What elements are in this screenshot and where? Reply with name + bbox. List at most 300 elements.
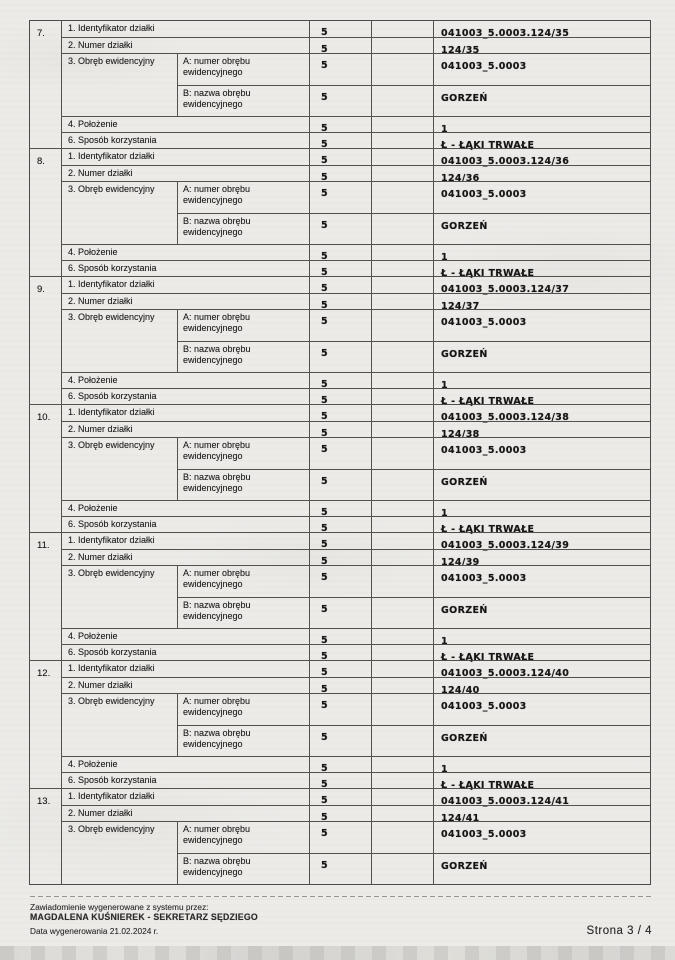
sub-row-label-text: A: numer obrębu ewidencyjnego [183, 184, 251, 205]
flag-cell [309, 342, 371, 372]
row-precinct [62, 309, 650, 372]
value-cell [433, 117, 650, 135]
location-value: 1 [441, 124, 448, 135]
precinct-name-value: GORZEŃ [441, 733, 488, 744]
flag-cell [309, 661, 371, 677]
flag-cell [309, 133, 371, 148]
flag-cell [309, 645, 371, 660]
empty-cell [371, 182, 433, 213]
value-cell [433, 389, 650, 407]
value-cell [433, 566, 650, 597]
flag-cell [309, 757, 371, 772]
section-rows [62, 21, 650, 151]
flag-value: 5 [321, 92, 328, 103]
section-number: 13. [37, 796, 51, 807]
flag-value: 5 [321, 700, 328, 711]
row-label [62, 661, 309, 677]
parcel-number-value: 124/41 [441, 813, 480, 824]
flag-cell [309, 405, 371, 421]
row-precinct [62, 181, 650, 244]
flag-cell [309, 422, 371, 437]
empty-cell [371, 245, 433, 260]
sub-row-label-text: B: nazwa obrębu ewidencyjnego [183, 344, 251, 365]
row-label-text: 3. Obręb ewidencyjny [68, 568, 155, 578]
row-precinct-name [177, 853, 650, 884]
row-label [62, 405, 309, 421]
flag-value: 5 [321, 44, 328, 55]
flag-cell [309, 277, 371, 293]
section-rows [62, 789, 650, 884]
row-label [62, 501, 309, 516]
flag-cell [309, 598, 371, 628]
empty-cell [371, 277, 433, 293]
row-label-text: 1. Identyfikator działki [68, 791, 155, 801]
value-cell [433, 166, 650, 184]
flag-value: 5 [321, 684, 328, 695]
location-value: 1 [441, 252, 448, 263]
precinct-number-value: 041003_5.0003 [441, 701, 527, 712]
flag-cell [309, 501, 371, 516]
parcel-section [30, 532, 650, 663]
flag-value: 5 [321, 539, 328, 550]
parcel-identifier-value: 041003_5.0003.124/39 [441, 540, 570, 551]
parcel-identifier-value: 041003_5.0003.124/35 [441, 28, 570, 39]
row-parcel-identifier [62, 789, 650, 805]
sub-row-label [177, 694, 309, 725]
flag-cell [309, 806, 371, 821]
flag-cell [309, 310, 371, 341]
row-precinct-number [177, 694, 650, 725]
row-label-text: 1. Identyfikator działki [68, 407, 155, 417]
row-precinct-name [177, 85, 650, 116]
sub-row-label [177, 342, 309, 372]
row-parcel-number [62, 293, 650, 312]
flag-value: 5 [321, 251, 328, 262]
empty-cell [371, 598, 433, 628]
row-label-text: 1. Identyfikator działki [68, 279, 155, 289]
row-parcel-identifier [62, 149, 650, 165]
flag-cell [309, 54, 371, 85]
row-precinct-number [177, 438, 650, 469]
sub-row-label [177, 182, 309, 213]
row-precinct-name [177, 341, 650, 372]
flag-value: 5 [321, 812, 328, 823]
sub-row-label-text: B: nazwa obrębu ewidencyjnego [183, 728, 251, 749]
row-label-text: 2. Numer działki [68, 424, 133, 434]
flag-value: 5 [321, 300, 328, 311]
row-label-text: 4. Położenie [68, 247, 118, 257]
row-label [62, 533, 309, 549]
parcel-identifier-value: 041003_5.0003.124/40 [441, 668, 570, 679]
row-label-text: 4. Położenie [68, 119, 118, 129]
flag-value: 5 [321, 428, 328, 439]
row-precinct [62, 821, 650, 884]
empty-cell [371, 501, 433, 516]
precinct-number-value: 041003_5.0003 [441, 61, 527, 72]
row-label-text: 2. Numer działki [68, 168, 133, 178]
precinct-number-value: 041003_5.0003 [441, 445, 527, 456]
flag-value: 5 [321, 651, 328, 662]
row-precinct-number [177, 566, 650, 597]
sub-row-label-text: B: nazwa obrębu ewidencyjnego [183, 600, 251, 621]
value-cell [433, 422, 650, 440]
value-cell [433, 214, 650, 244]
row-precinct [62, 693, 650, 756]
footer-divider [30, 896, 652, 897]
row-label [62, 166, 309, 181]
row-label [62, 550, 309, 565]
flag-cell [309, 86, 371, 116]
empty-cell [371, 133, 433, 148]
parcel-section [30, 21, 650, 151]
flag-value: 5 [321, 572, 328, 583]
row-label-text: 3. Obręb ewidencyjny [68, 56, 155, 66]
row-label-text: 3. Obręb ewidencyjny [68, 184, 155, 194]
value-cell [433, 470, 650, 500]
value-cell [433, 806, 650, 824]
flag-value: 5 [321, 556, 328, 567]
parcel-number-value: 124/35 [441, 45, 480, 56]
empty-cell [371, 533, 433, 549]
row-label-text: 2. Numer działki [68, 296, 133, 306]
row-label [62, 566, 177, 628]
empty-cell [371, 854, 433, 884]
precinct-subrows [177, 438, 650, 500]
row-label-text: 1. Identyfikator działki [68, 23, 155, 33]
parcel-identifier-value: 041003_5.0003.124/36 [441, 156, 570, 167]
empty-cell [371, 806, 433, 821]
flag-value: 5 [321, 139, 328, 150]
flag-value: 5 [321, 732, 328, 743]
precinct-subrows [177, 694, 650, 756]
value-cell [433, 822, 650, 853]
flag-value: 5 [321, 316, 328, 327]
value-cell [433, 598, 650, 628]
flag-cell [309, 773, 371, 788]
value-cell [433, 438, 650, 469]
sub-row-label-text: B: nazwa obrębu ewidencyjnego [183, 472, 251, 493]
usage-value: Ł - ŁĄKI TRWAŁE [441, 140, 535, 151]
footer-bottom-row [30, 925, 652, 937]
precinct-number-value: 041003_5.0003 [441, 573, 527, 584]
row-parcel-identifier [62, 533, 650, 549]
sub-row-label [177, 822, 309, 853]
flag-cell [309, 149, 371, 165]
row-label-text: 2. Numer działki [68, 808, 133, 818]
flag-cell [309, 389, 371, 404]
row-usage [62, 260, 650, 279]
empty-cell [371, 789, 433, 805]
parcel-number-value: 124/36 [441, 173, 480, 184]
value-cell [433, 373, 650, 391]
flag-value: 5 [321, 155, 328, 166]
row-parcel-identifier [62, 21, 650, 37]
row-location [62, 500, 650, 519]
row-label [62, 629, 309, 644]
row-label [62, 38, 309, 53]
row-location [62, 756, 650, 775]
row-parcel-identifier [62, 405, 650, 421]
parcel-number-value: 124/37 [441, 301, 480, 312]
row-label-text: 1. Identyfikator działki [68, 535, 155, 545]
flag-value: 5 [321, 283, 328, 294]
value-cell [433, 678, 650, 696]
row-label [62, 422, 309, 437]
sub-row-label-text: A: numer obrębu ewidencyjnego [183, 696, 251, 717]
row-parcel-identifier [62, 661, 650, 677]
precinct-subrows [177, 182, 650, 244]
sub-row-label-text: B: nazwa obrębu ewidencyjnego [183, 88, 251, 109]
empty-cell [371, 517, 433, 532]
value-cell [433, 149, 650, 165]
precinct-subrows [177, 566, 650, 628]
parcel-section [30, 148, 650, 279]
row-label-text: 4. Położenie [68, 759, 118, 769]
row-precinct-name [177, 469, 650, 500]
flag-value: 5 [321, 795, 328, 806]
row-parcel-number [62, 549, 650, 568]
flag-cell [309, 694, 371, 725]
flag-cell [309, 789, 371, 805]
sub-row-label-text: A: numer obrębu ewidencyjnego [183, 56, 251, 77]
row-label [62, 773, 309, 788]
empty-cell [371, 261, 433, 276]
sub-row-label-text: B: nazwa obrębu ewidencyjnego [183, 856, 251, 877]
row-label [62, 438, 177, 500]
section-rows [62, 661, 650, 791]
row-label [62, 117, 309, 132]
flag-value: 5 [321, 667, 328, 678]
empty-cell [371, 566, 433, 597]
flag-cell [309, 629, 371, 644]
flag-value: 5 [321, 220, 328, 231]
empty-cell [371, 54, 433, 85]
sub-row-label [177, 54, 309, 85]
empty-cell [371, 645, 433, 660]
value-cell [433, 517, 650, 535]
empty-cell [371, 629, 433, 644]
sub-row-label [177, 310, 309, 341]
row-label-text: 3. Obręb ewidencyjny [68, 696, 155, 706]
empty-cell [371, 726, 433, 756]
row-label-text: 4. Położenie [68, 375, 118, 385]
flag-value: 5 [321, 604, 328, 615]
flag-value: 5 [321, 60, 328, 71]
parcel-section [30, 404, 650, 535]
flag-value: 5 [321, 188, 328, 199]
row-label [62, 645, 309, 660]
flag-cell [309, 373, 371, 388]
flag-value: 5 [321, 523, 328, 534]
value-cell [433, 405, 650, 421]
precinct-subrows [177, 54, 650, 116]
row-label [62, 789, 309, 805]
row-label-text: 6. Sposób korzystania [68, 775, 157, 785]
sub-row-label [177, 566, 309, 597]
flag-value: 5 [321, 27, 328, 38]
precinct-subrows [177, 822, 650, 884]
sub-row-label [177, 726, 309, 756]
parcel-section [30, 788, 650, 884]
precinct-subrows [177, 310, 650, 372]
section-number-cell [30, 277, 62, 404]
sub-row-label [177, 214, 309, 244]
flag-cell [309, 294, 371, 309]
footer-generated-by-name: MAGDALENA KUŚNIEREK - SEKRETARZ SĘDZIEGO [30, 912, 258, 922]
section-number: 11. [37, 540, 50, 551]
empty-cell [371, 438, 433, 469]
row-label-text: 4. Położenie [68, 503, 118, 513]
row-precinct-name [177, 213, 650, 244]
section-number: 12. [37, 668, 51, 679]
sub-row-label [177, 470, 309, 500]
flag-cell [309, 245, 371, 260]
value-cell [433, 854, 650, 884]
precinct-name-value: GORZEŃ [441, 477, 488, 488]
empty-cell [371, 21, 433, 37]
value-cell [433, 133, 650, 151]
precinct-name-value: GORZEŃ [441, 605, 488, 616]
row-parcel-number [62, 37, 650, 56]
value-cell [433, 21, 650, 37]
section-number-cell [30, 21, 62, 148]
precinct-name-value: GORZEŃ [441, 93, 488, 104]
value-cell [433, 757, 650, 775]
value-cell [433, 182, 650, 213]
row-usage [62, 388, 650, 407]
parcel-table [29, 20, 651, 885]
flag-value: 5 [321, 779, 328, 790]
row-label [62, 277, 309, 293]
empty-cell [371, 773, 433, 788]
section-number: 8. [37, 156, 45, 167]
row-precinct-number [177, 310, 650, 341]
sub-row-label-text: A: numer obrębu ewidencyjnego [183, 824, 251, 845]
row-usage [62, 772, 650, 791]
flag-cell [309, 822, 371, 853]
empty-cell [371, 342, 433, 372]
empty-cell [371, 214, 433, 244]
flag-cell [309, 182, 371, 213]
section-number-cell [30, 149, 62, 276]
row-label [62, 822, 177, 884]
row-label [62, 261, 309, 276]
location-value: 1 [441, 764, 448, 775]
flag-value: 5 [321, 395, 328, 406]
flag-cell [309, 550, 371, 565]
empty-cell [371, 422, 433, 437]
row-label [62, 310, 177, 372]
precinct-number-value: 041003_5.0003 [441, 189, 527, 200]
precinct-number-value: 041003_5.0003 [441, 317, 527, 328]
value-cell [433, 342, 650, 372]
parcel-number-value: 124/40 [441, 685, 480, 696]
value-cell [433, 661, 650, 677]
row-label-text: 3. Obręb ewidencyjny [68, 312, 155, 322]
flag-cell [309, 470, 371, 500]
empty-cell [371, 678, 433, 693]
page-footer [30, 896, 652, 937]
usage-value: Ł - ŁĄKI TRWAŁE [441, 524, 535, 535]
row-precinct [62, 565, 650, 628]
row-label-text: 4. Położenie [68, 631, 118, 641]
row-location [62, 628, 650, 647]
sub-row-label-text: B: nazwa obrębu ewidencyjnego [183, 216, 251, 237]
flag-cell [309, 566, 371, 597]
empty-cell [371, 117, 433, 132]
parcel-section [30, 660, 650, 791]
row-precinct-number [177, 182, 650, 213]
sub-row-label-text: A: numer obrębu ewidencyjnego [183, 440, 251, 461]
flag-value: 5 [321, 828, 328, 839]
row-label-text: 2. Numer działki [68, 552, 133, 562]
section-rows [62, 149, 650, 279]
page-number-label: Strona 3 / 4 [586, 925, 652, 937]
section-number: 10. [37, 412, 51, 423]
flag-value: 5 [321, 267, 328, 278]
flag-cell [309, 438, 371, 469]
usage-value: Ł - ŁĄKI TRWAŁE [441, 780, 535, 791]
row-label [62, 678, 309, 693]
empty-cell [371, 310, 433, 341]
empty-cell [371, 470, 433, 500]
row-location [62, 244, 650, 263]
empty-cell [371, 166, 433, 181]
flag-cell [309, 21, 371, 37]
flag-cell [309, 117, 371, 132]
flag-cell [309, 38, 371, 53]
location-value: 1 [441, 380, 448, 391]
row-label-text: 6. Sposób korzystania [68, 391, 157, 401]
empty-cell [371, 405, 433, 421]
flag-value: 5 [321, 172, 328, 183]
parcel-identifier-value: 041003_5.0003.124/38 [441, 412, 570, 423]
row-precinct-name [177, 597, 650, 628]
row-parcel-number [62, 677, 650, 696]
sub-row-label [177, 86, 309, 116]
row-precinct [62, 53, 650, 116]
row-precinct [62, 437, 650, 500]
precinct-name-value: GORZEŃ [441, 861, 488, 872]
flag-cell [309, 854, 371, 884]
row-label [62, 182, 177, 244]
flag-cell [309, 533, 371, 549]
flag-value: 5 [321, 635, 328, 646]
row-label [62, 245, 309, 260]
row-precinct-number [177, 822, 650, 853]
flag-cell [309, 517, 371, 532]
section-number: 9. [37, 284, 45, 295]
flag-value: 5 [321, 476, 328, 487]
flag-value: 5 [321, 379, 328, 390]
row-label-text: 3. Obręb ewidencyjny [68, 440, 155, 450]
value-cell [433, 645, 650, 663]
row-parcel-identifier [62, 277, 650, 293]
sub-row-label [177, 598, 309, 628]
value-cell [433, 54, 650, 85]
row-label-text: 6. Sposób korzystania [68, 519, 157, 529]
section-rows [62, 533, 650, 663]
usage-value: Ł - ŁĄKI TRWAŁE [441, 396, 535, 407]
section-number: 7. [37, 28, 45, 39]
flag-cell [309, 261, 371, 276]
sub-row-label [177, 854, 309, 884]
empty-cell [371, 373, 433, 388]
value-cell [433, 86, 650, 116]
flag-value: 5 [321, 507, 328, 518]
value-cell [433, 533, 650, 549]
value-cell [433, 294, 650, 312]
